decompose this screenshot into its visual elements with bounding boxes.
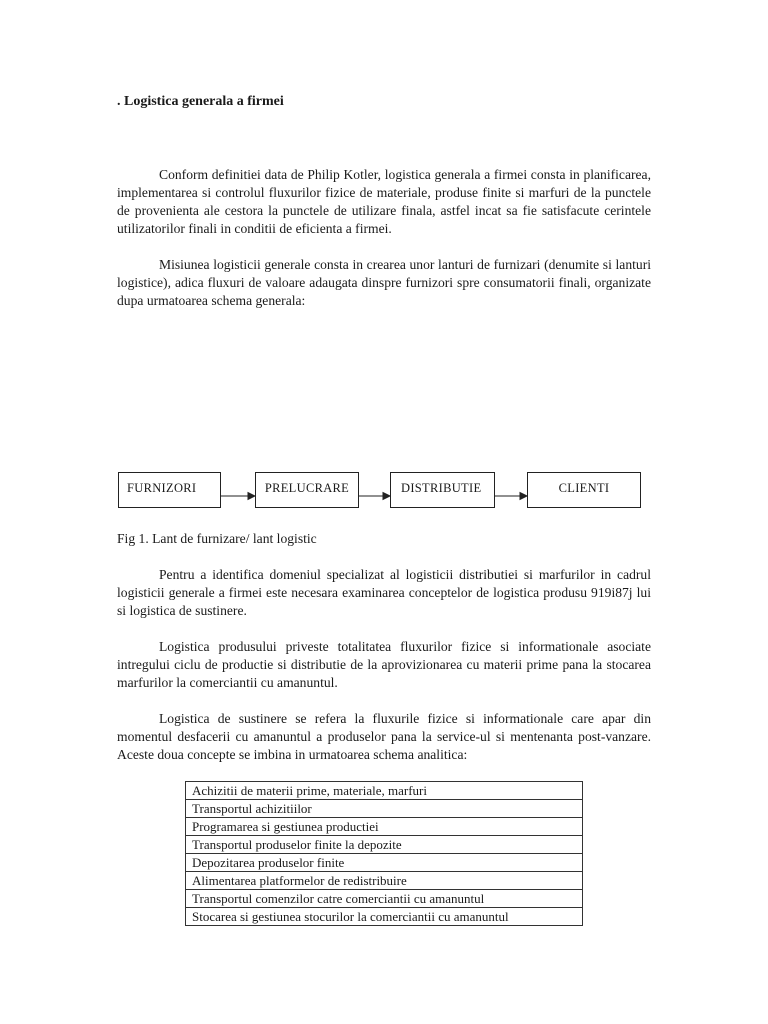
table-cell: Transportul produselor finite la depozite bbox=[186, 836, 583, 854]
table-row bbox=[186, 782, 583, 800]
table-cell: Alimentarea platformelor de redistribuire bbox=[186, 872, 583, 890]
section-heading: . Logistica generala a firmei bbox=[117, 94, 284, 109]
flow-box-clienti bbox=[527, 472, 641, 508]
paragraph-product-logistics: Logistica produsului priveste totalitatea fluxurilor fizice si informationale asociate intregului ciclu de productie si distributie de la aprovizionarea cu materii prime pana la stocarea marfurilor la comerciantii cu amanuntul. bbox=[117, 639, 651, 690]
table-row bbox=[186, 872, 583, 890]
table-cell: Transportul achizitiilor bbox=[186, 800, 583, 818]
table-cell: Achizitii de materii prime, materiale, marfuri bbox=[186, 782, 583, 800]
supply-chain-diagram bbox=[118, 472, 642, 510]
flow-box-label: FURNIZORI bbox=[127, 481, 197, 495]
paragraph-concepts: Pentru a identifica domeniul specializat al logisticii distributiei si marfurilor in cadrul logisticii generale a firmei este necesara examinarea conceptelor de logistica produsu 919i87j lui si logistica de sustinere. bbox=[117, 567, 651, 618]
table-cell: Stocarea si gestiunea stocurilor la comerciantii cu amanuntul bbox=[186, 908, 583, 926]
flow-box-label: PRELUCRARE bbox=[264, 481, 350, 495]
table-cell: Transportul comenzilor catre comerciantii cu amanuntul bbox=[186, 890, 583, 908]
flow-box-label: CLIENTI bbox=[558, 481, 610, 495]
table-cell: Depozitarea produselor finite bbox=[186, 854, 583, 872]
table-row bbox=[186, 800, 583, 818]
table-cell: Programarea si gestiunea productiei bbox=[186, 818, 583, 836]
table-row bbox=[186, 854, 583, 872]
table-row bbox=[186, 890, 583, 908]
table-row bbox=[186, 818, 583, 836]
table-row bbox=[186, 908, 583, 926]
arrow-head-2 bbox=[383, 493, 390, 500]
paragraph-definition: Conform definitiei data de Philip Kotler, logistica generala a firmei consta in planificarea, implementarea si controlul fluxurilor fizice de materiale, produse finite si marfuri de la punctele de provenienta ale cestora la punctele de utilizare finala, astfel incat sa fie satisfacute cerintele utilizatorilor finali in conditii de eficienta a firmei. bbox=[117, 167, 651, 236]
flow-box-prelucrare bbox=[255, 472, 359, 508]
table-row bbox=[186, 836, 583, 854]
paragraph-mission: Misiunea logisticii generale consta in crearea unor lanturi de furnizari (denumite si lanturi logistice), adica fluxuri de valoare adaugata dinspre furnizori spre consumatorii finali, organizate dupa urmatoarea schema generala: bbox=[117, 257, 651, 308]
arrow-head-3 bbox=[520, 493, 527, 500]
flow-box-label: DISTRIBUTIE bbox=[401, 481, 482, 495]
figure-caption: Fig 1. Lant de furnizare/ lant logistic bbox=[117, 531, 317, 546]
logistics-activities-table bbox=[185, 781, 583, 926]
arrow-head-1 bbox=[248, 493, 255, 500]
flow-box-distributie bbox=[390, 472, 495, 508]
flow-box-furnizori bbox=[118, 472, 221, 508]
paragraph-support-logistics: Logistica de sustinere se refera la fluxurile fizice si informationale care apar din momentul desfacerii cu amanuntul a produselor pana la service-ul si mentenanta post-vanzare. Aceste doua concepte se imbina in urmatoarea schema analitica: bbox=[117, 711, 651, 762]
